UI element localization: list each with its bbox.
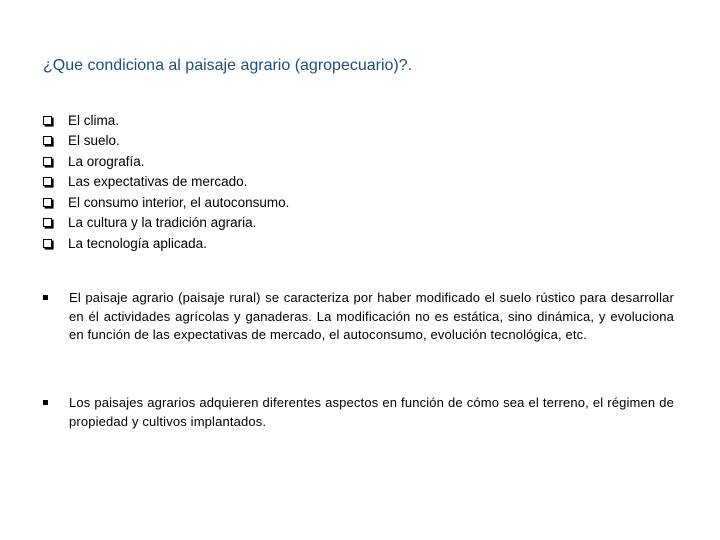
square-bullet-icon [43,400,48,405]
paragraph-text: El paisaje agrario (paisaje rural) se caracteriza por haber modificado el suelo rústico para desarrollar en él actividades agrícolas y ganaderas. La modificación no es estática, sino dinámica, y evoluciona en función de las expectativas de mercado, el autoconsumo, evolución tecnológica, etc. [69,290,674,342]
list-item [43,151,289,172]
slide-title: ¿Que condiciona al paisaje agrario (agropecuario)?. [43,57,413,74]
list-item [43,131,289,152]
list-item [43,110,289,131]
checkbox-bullet-icon [43,198,52,207]
factor-list [43,110,289,254]
list-item [43,213,289,234]
paragraph-text: Los paisajes agrarios adquieren diferentes aspectos en función de cómo sea el terreno, el régimen de propiedad y cultivos implantados. [69,395,674,429]
paragraph-landscape-aspects [43,394,674,431]
checkbox-bullet-icon [43,116,52,125]
checkbox-bullet-icon [43,157,52,166]
factor-text: Las expectativas de mercado. [68,174,248,190]
list-item [43,192,289,213]
factor-text: La cultura y la tradición agraria. [68,215,257,231]
checkbox-bullet-icon [43,177,52,186]
factor-text: El consumo interior, el autoconsumo. [68,194,290,210]
list-item [43,233,289,254]
factor-text: El suelo. [68,133,120,149]
checkbox-bullet-icon [43,136,52,145]
square-bullet-icon [43,295,48,300]
factor-text: El clima. [68,112,120,128]
paragraph-rural-landscape [43,289,674,345]
factor-text: La orografía. [68,153,145,169]
checkbox-bullet-icon [43,239,52,248]
factor-text: La tecnología aplicada. [68,235,207,251]
list-item [43,172,289,193]
checkbox-bullet-icon [43,218,52,227]
